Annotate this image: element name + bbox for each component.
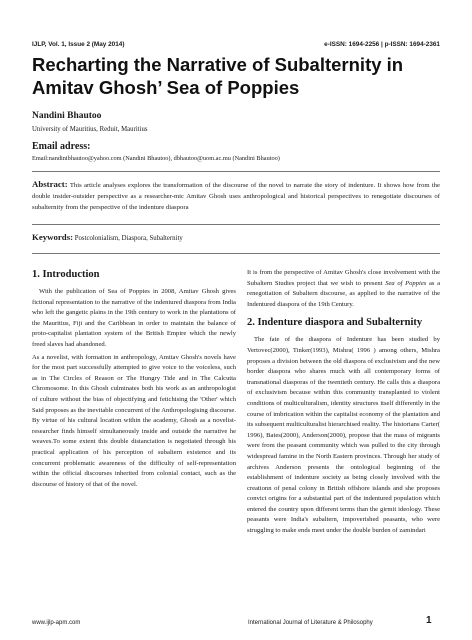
footer-journal: International Journal of Literature & Philosophy [248, 620, 373, 626]
affiliation: University of Mauritius, Reduit, Mauritius [32, 126, 148, 133]
intro-continuation-start: It is from the perspective of Amitav Ghosh's close involvement with the Subaltern Studies project that we wish to present [247, 269, 440, 287]
section-heading-introduction: 1. Introduction [32, 269, 100, 280]
keywords-text: Postcolonialism, Diaspora, Subalternity [74, 235, 183, 242]
email-heading: Email adress: [32, 141, 91, 152]
journal-issue: IJLP, Vol. 1, Issue 2 (May 2014) [32, 41, 125, 48]
abstract-text: This article analyses explores the transformation of the discourse of the novel to narrate the story of indenture. It shows how from the double insider-outsider perspective as a researcher-mic Amitav Ghosh uses anthropological and historical perspectives to renegotiate discourses of subalternity from the perspective of the indenture diaspora [32, 182, 440, 212]
keywords-label: Keywords: [32, 232, 74, 242]
section-heading-indenture: 2. Indenture diaspora and Subalternity [247, 317, 423, 329]
paper-title: Recharting the Narrative of Subalternity in Amitav Ghosh’ Sea of Poppies [32, 54, 404, 98]
intro-continuation-end: as a renegotiation of Subaltern discourse, as applied to the narrative of the Indentured diaspora of the 19th Century. [247, 279, 440, 308]
divider-middle [32, 224, 440, 225]
running-header [32, 41, 440, 48]
footer-website: www.ijlp-apm.com [32, 620, 81, 626]
email-line: Email:nandinibhautoo@yahoo.com (Nandini Bhautoo), dbhautoo@uom.ac.mu (Nandini Bhautoo) [32, 155, 280, 162]
left-column [32, 268, 236, 492]
keywords [32, 232, 183, 242]
intro-paragraph-2: As a novelist, with formation in anthropology, Amitav Ghosh's novels have for the most part successfully attempted to give voice to the voiceless, such as in The Circles of Reason or The Hungry Tide and in The Calcutta Chromosome. In this Ghosh culminates both his work as an anthropologist of culture without the bias of objectifying and fetichising the 'Other' which Said proposes as the inevitable concurrent of the Anthropologising discourse. By virtue of his cultural location within the academy, Ghosh as a novelist-researcher finds himself simultaneously inside and outside the narrative he weaves.To some extent this double distanciation is negotiated through his practical application of his perception of subaltern existence and its concurrent problematic awareness of the difficulty of self-representation within the official discourses inherited from colonial contact, such as the discourse of history of that of the novel. [32, 353, 236, 488]
page-number: 1 [426, 615, 432, 626]
abstract [32, 179, 440, 214]
divider-top [32, 171, 440, 172]
author-name: Nandini Bhautoo [32, 111, 102, 121]
intro-continuation [247, 268, 440, 310]
abstract-label: Abstract: [32, 179, 68, 189]
intro-paragraph-1: With the publication of Sea of Poppies in 2008, Amitav Ghosh gives fictional representation to the narrative of the indentured diaspora from India who left the gangetic plains in the 19th century to work in the plantations of the Mauritius, Fiji and the Caribbean in order to maintain the balance of proto-capitalist plantation system of the British Empire which the newly freed slaves had abandoned. [32, 288, 236, 348]
novel-title: Sea of Poppies [385, 279, 427, 287]
issn: e-ISSN: 1694-2256 | p-ISSN: 1694-2361 [324, 41, 440, 48]
divider-bottom [32, 253, 440, 254]
right-column [247, 268, 440, 539]
indenture-paragraph: The fate of the diaspora of Indenture has been studied by Vertovec(2000), Tinker(1993), Mishra( 1996 ) among others, Mishra proposes a division between the old diaspora of exclusivism and the new border diaspora who shares much with all contemporary forms of transnational diasporas of the twentieth century. He calls this a diaspora of exclusivism because within this community transplanted to violent conditions of multiculturalism, identity structures itself differently in the course of imbrication within the capitalist economy of the plantation and its subsequent multiculturalist hierarchised reality. The historians Carter( 1996), Bates(2000), Anderson(2000), propose that the mass of migrants were from the peasant community which was pulled to the city through widespread famine in the North Eastern provinces. Through her study of archives Anderson presents the ontological beginning of the establishment of indenture society as being closely involved with the creationn of penal colony in British offshore islands and she proposes convict origins for a substantial part of the indentured population which entered the country upon different terms than the girmit ideology. These peasants were India's subaltern, impoverished peasants, who were struggling to make ends meet under the double burden of zamindari [247, 336, 440, 535]
